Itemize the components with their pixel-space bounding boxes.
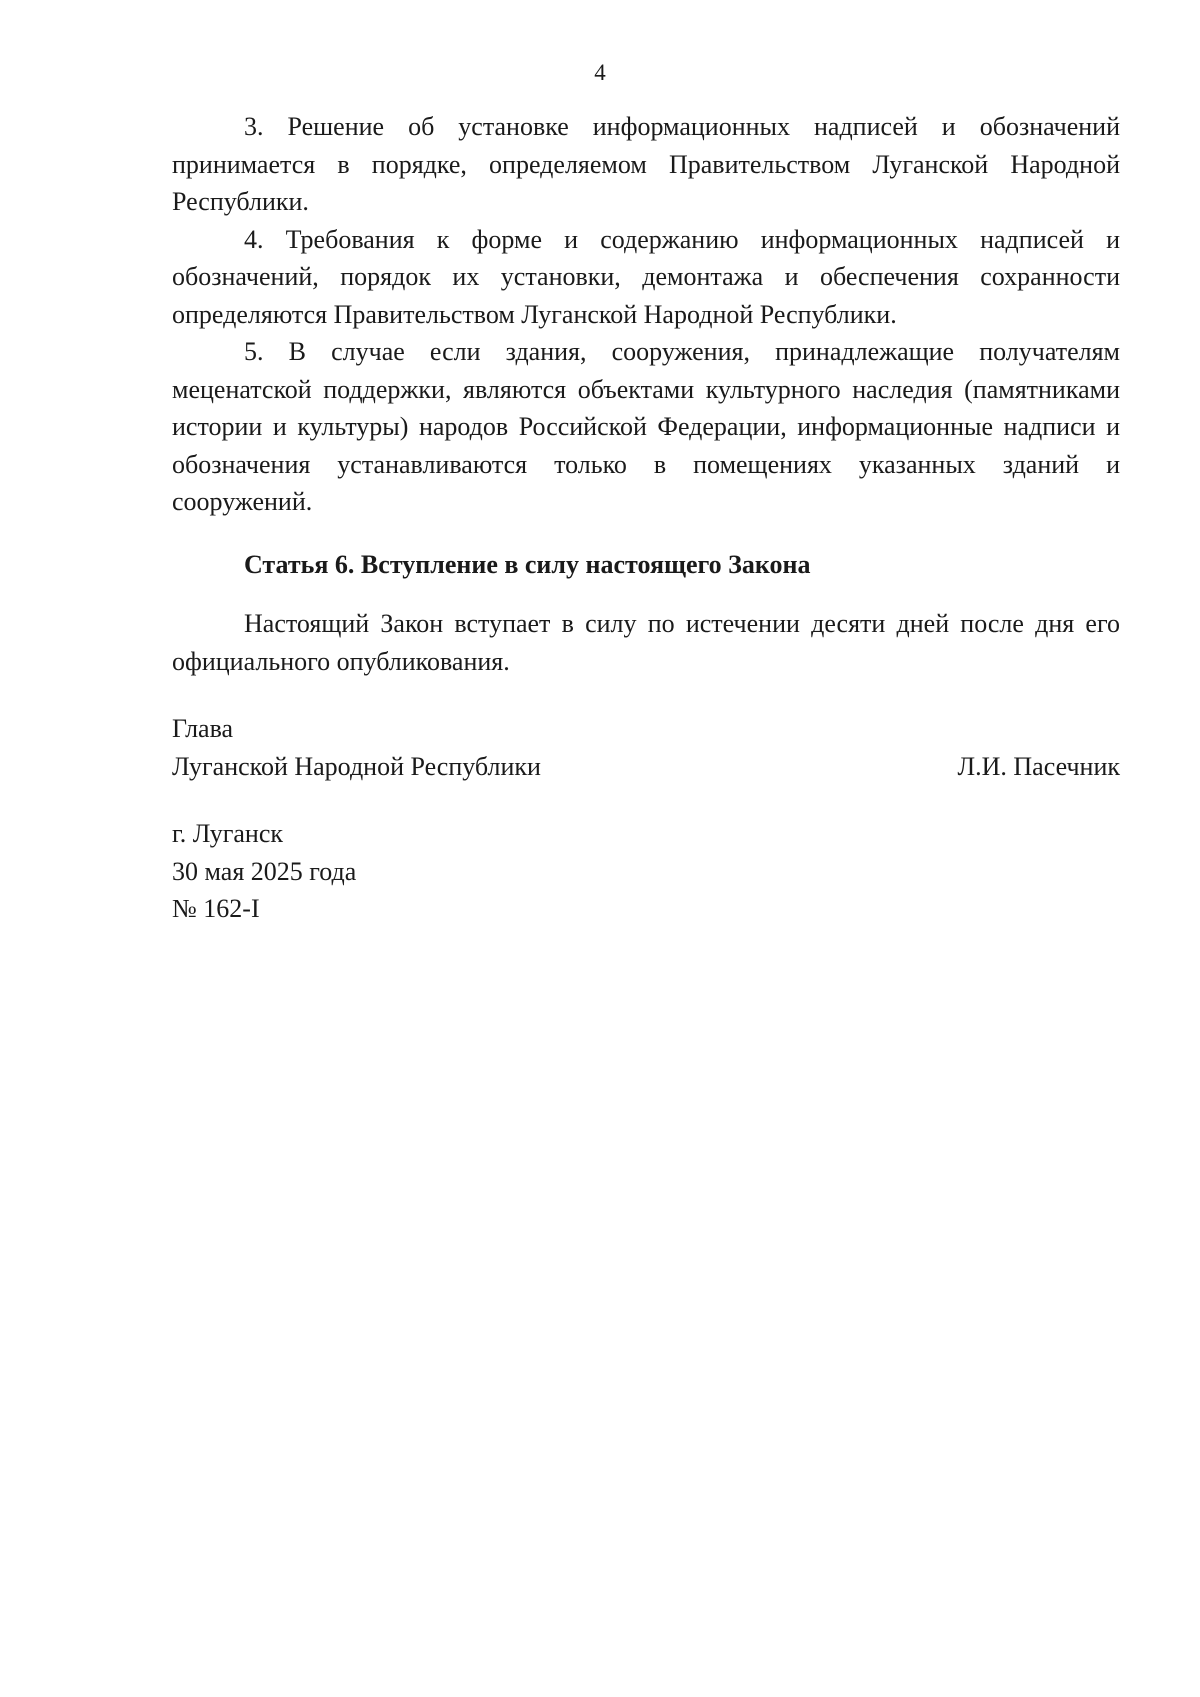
paragraph-3: 3. Решение об установке информационных надписей и обозначений принимается в порядке, определяемом Правительством Луганской Народной Республики. [172, 112, 1120, 216]
article-6-title: Статья 6. Вступление в силу настоящего Закона [244, 549, 811, 579]
page-number: 4 [594, 60, 606, 85]
signature-organization: Луганской Народной Республики [172, 751, 541, 781]
signatory-name: Л.И. Пасечник [957, 751, 1120, 781]
signature-block [172, 710, 1120, 785]
signature-line [172, 748, 1120, 786]
city: г. Луганск [172, 819, 284, 848]
article-6-body: Настоящий Закон вступает в силу по истечении десяти дней после дня его официального опубликования. [172, 609, 1120, 676]
document-body [172, 108, 1120, 928]
law-number: № 162-I [172, 894, 260, 923]
place-date-block [172, 815, 1120, 928]
paragraph-5: 5. В случае если здания, сооружения, принадлежащие получателям меценатской поддержки, являются объектами культурного наследия (памятниками истории и культуры) народов Российской Федерации, информационные надписи и обозначения устанавливаются только в помещениях указанных зданий и сооружений. [172, 337, 1120, 516]
signature-position: Глава [172, 714, 234, 743]
paragraph-4: 4. Требования к форме и содержанию информационных надписей и обозначений, порядок их установки, демонтажа и обеспечения сохранности определяются Правительством Луганской Народной Республики. [172, 224, 1120, 329]
date: 30 мая 2025 года [172, 856, 357, 886]
